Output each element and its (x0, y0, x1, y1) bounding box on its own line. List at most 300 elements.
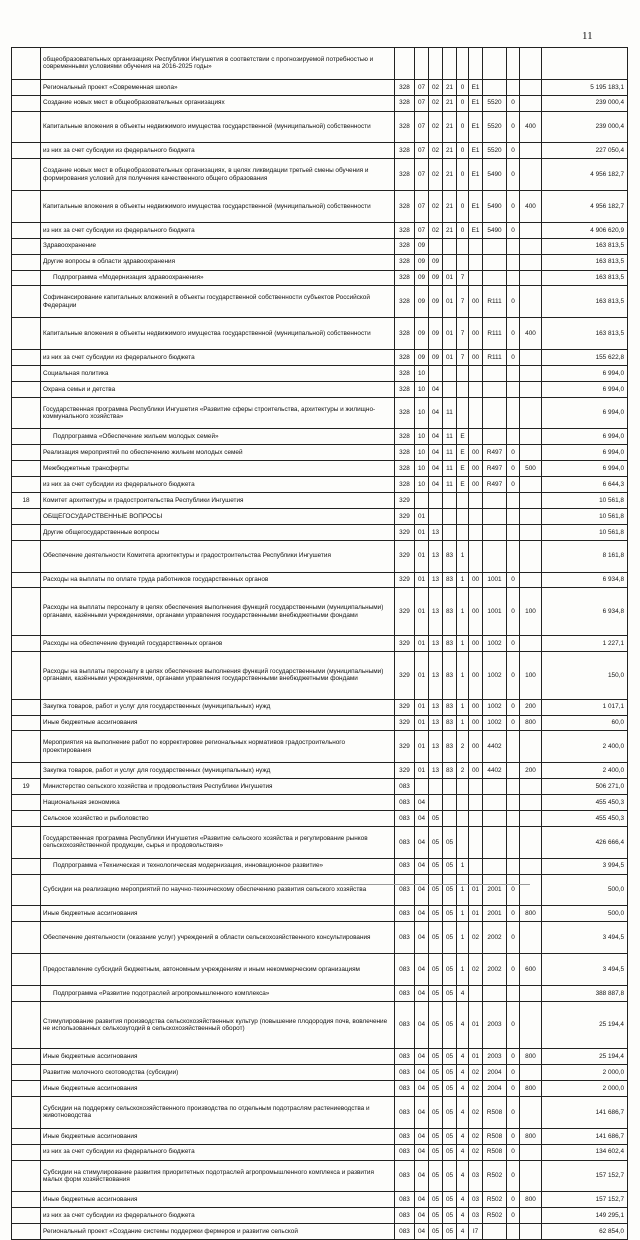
table-row (12, 779, 628, 795)
row-number (12, 365, 41, 381)
subprogram-code: 4 (457, 1001, 469, 1049)
direction-suffix: 0 (507, 111, 520, 143)
program-code: 83 (443, 540, 457, 572)
row-number (12, 508, 41, 524)
table-row (12, 1192, 628, 1208)
main-event-code: E1 (469, 79, 483, 95)
direction-suffix (507, 365, 520, 381)
table-row (12, 588, 628, 636)
row-number (12, 731, 41, 763)
direction-code (483, 810, 507, 826)
expense-type-code (520, 874, 542, 906)
direction-code (483, 397, 507, 429)
program-code: 83 (443, 731, 457, 763)
table-row (12, 1049, 628, 1065)
program-code: 11 (443, 429, 457, 445)
section-code: 04 (415, 1049, 429, 1065)
direction-code: 5490 (483, 159, 507, 191)
amount: 60,0 (542, 715, 628, 731)
expense-type-code: 800 (520, 1049, 542, 1065)
row-name: Межбюджетные трансферты (41, 461, 395, 477)
direction-code (483, 365, 507, 381)
subsection-code: 05 (429, 1065, 443, 1081)
row-name: Реализация мероприятий по обеспечению жильем молодых семей (41, 445, 395, 461)
section-code: 04 (415, 826, 429, 858)
table-row (12, 1160, 628, 1192)
subsection-code: 05 (429, 1049, 443, 1065)
section-code: 01 (415, 699, 429, 715)
expense-type-code (520, 1160, 542, 1192)
main-event-code: 01 (469, 1049, 483, 1065)
expense-type-code (520, 826, 542, 858)
row-name: Закупка товаров, работ и услуг для государственных (муниципальных) нужд (41, 699, 395, 715)
program-code (443, 508, 457, 524)
subsection-code: 05 (429, 985, 443, 1001)
ministry-code: 329 (395, 524, 415, 540)
expense-type-code (520, 540, 542, 572)
expense-type-code (520, 381, 542, 397)
subprogram-code: 4 (457, 1081, 469, 1097)
row-name: Комитет архитектуры и градостроительства Республики Ингушетия (41, 493, 395, 509)
row-name: Капитальные вложения в объекты недвижимого имущества государственной (муниципальной) собственности (41, 111, 395, 143)
table-row (12, 1208, 628, 1224)
direction-suffix: 0 (507, 1049, 520, 1065)
program-code: 05 (443, 1128, 457, 1144)
main-event-code: 02 (469, 922, 483, 954)
table-row (12, 48, 628, 80)
amount: 2 000,0 (542, 1081, 628, 1097)
expense-type-code: 100 (520, 651, 542, 699)
row-name: Субсидии на реализацию мероприятий по научно-техническому обеспечению развития сельского хозяйства (41, 874, 395, 906)
section-code: 04 (415, 906, 429, 922)
direction-code (483, 254, 507, 270)
subsection-code: 05 (429, 810, 443, 826)
amount: 10 561,8 (542, 508, 628, 524)
direction-suffix (507, 79, 520, 95)
table-row (12, 1224, 628, 1240)
direction-code: 2003 (483, 1001, 507, 1049)
ministry-code: 083 (395, 1208, 415, 1224)
ministry-code: 328 (395, 365, 415, 381)
expense-type-code (520, 397, 542, 429)
direction-code (483, 238, 507, 254)
subprogram-code: E (457, 429, 469, 445)
table-row (12, 477, 628, 493)
main-event-code: E1 (469, 222, 483, 238)
direction-suffix (507, 238, 520, 254)
subsection-code: 02 (429, 191, 443, 223)
main-event-code: 02 (469, 953, 483, 985)
program-code (443, 48, 457, 80)
direction-code: 5490 (483, 191, 507, 223)
direction-code: 5490 (483, 222, 507, 238)
expense-type-code (520, 48, 542, 80)
row-number (12, 906, 41, 922)
section-code: 04 (415, 874, 429, 906)
row-number (12, 1001, 41, 1049)
subprogram-code (457, 381, 469, 397)
program-code (443, 779, 457, 795)
section-code: 07 (415, 95, 429, 111)
program-code: 11 (443, 397, 457, 429)
program-code: 83 (443, 651, 457, 699)
direction-code (483, 826, 507, 858)
amount: 149 295,1 (542, 1208, 628, 1224)
main-event-code (469, 985, 483, 1001)
table-row (12, 159, 628, 191)
row-name: Охрана семьи и детства (41, 381, 395, 397)
row-name: Национальная экономика (41, 795, 395, 811)
subsection-code: 09 (429, 350, 443, 366)
row-name: из них за счет субсидии из федерального бюджета (41, 1208, 395, 1224)
table-row (12, 270, 628, 286)
table-row (12, 572, 628, 588)
program-code: 83 (443, 572, 457, 588)
amount: 1 017,1 (542, 699, 628, 715)
row-name: Иные бюджетные ассигнования (41, 906, 395, 922)
main-event-code (469, 429, 483, 445)
section-code: 04 (415, 795, 429, 811)
program-code: 05 (443, 985, 457, 1001)
subsection-code: 13 (429, 763, 443, 779)
ministry-code: 083 (395, 826, 415, 858)
expense-type-code (520, 79, 542, 95)
row-number (12, 1128, 41, 1144)
subprogram-code (457, 238, 469, 254)
section-code: 01 (415, 588, 429, 636)
expense-type-code (520, 985, 542, 1001)
ministry-code: 083 (395, 953, 415, 985)
main-event-code: 02 (469, 1081, 483, 1097)
main-event-code: 00 (469, 445, 483, 461)
program-code: 83 (443, 636, 457, 652)
row-number (12, 191, 41, 223)
main-event-code (469, 508, 483, 524)
expense-type-code (520, 143, 542, 159)
table-row (12, 111, 628, 143)
row-number (12, 922, 41, 954)
subsection-code: 09 (429, 286, 443, 318)
table-row (12, 508, 628, 524)
ministry-code: 083 (395, 1144, 415, 1160)
row-number (12, 254, 41, 270)
subprogram-code (457, 795, 469, 811)
row-number (12, 858, 41, 874)
table-row (12, 445, 628, 461)
main-event-code: E1 (469, 95, 483, 111)
row-number (12, 795, 41, 811)
main-event-code (469, 254, 483, 270)
subsection-code: 02 (429, 111, 443, 143)
program-code: 11 (443, 461, 457, 477)
expense-type-code: 800 (520, 1081, 542, 1097)
footer-divider (130, 884, 530, 885)
row-number (12, 540, 41, 572)
ministry-code: 328 (395, 286, 415, 318)
amount: 6 994,0 (542, 381, 628, 397)
ministry-code: 083 (395, 1097, 415, 1129)
subsection-code: 05 (429, 874, 443, 906)
ministry-code: 328 (395, 191, 415, 223)
section-code: 01 (415, 715, 429, 731)
main-event-code (469, 238, 483, 254)
row-number (12, 286, 41, 318)
ministry-code: 083 (395, 874, 415, 906)
ministry-code: 328 (395, 238, 415, 254)
section-code: 10 (415, 381, 429, 397)
subsection-code: 13 (429, 699, 443, 715)
ministry-code: 083 (395, 1224, 415, 1240)
table-row (12, 1097, 628, 1129)
ministry-code: 329 (395, 636, 415, 652)
subprogram-code: 1 (457, 636, 469, 652)
row-number (12, 874, 41, 906)
ministry-code: 328 (395, 397, 415, 429)
direction-suffix: 0 (507, 1160, 520, 1192)
expense-type-code: 800 (520, 1192, 542, 1208)
section-code: 09 (415, 318, 429, 350)
row-name: Государственная программа Республики Ингушетия «Развитие сельского хозяйства и регулирование рынков сельскохозяйственной продукции, сырья и продовольствия» (41, 826, 395, 858)
row-name: Обеспечение деятельности (оказание услуг) учреждений в области сельскохозяйственного консультирования (41, 922, 395, 954)
amount: 2 400,0 (542, 763, 628, 779)
program-code: 01 (443, 350, 457, 366)
ministry-code: 083 (395, 810, 415, 826)
section-code: 01 (415, 651, 429, 699)
program-code (443, 493, 457, 509)
subprogram-code: 4 (457, 1192, 469, 1208)
section-code: 07 (415, 191, 429, 223)
direction-suffix: 0 (507, 922, 520, 954)
direction-code: R502 (483, 1192, 507, 1208)
amount: 5 195 183,1 (542, 79, 628, 95)
program-code (443, 254, 457, 270)
expense-type-code: 200 (520, 763, 542, 779)
amount: 455 450,3 (542, 810, 628, 826)
row-name: Обеспечение деятельности Комитета архитектуры и градостроительства Республики Ингушетия (41, 540, 395, 572)
expense-type-code (520, 1065, 542, 1081)
main-event-code: 00 (469, 572, 483, 588)
main-event-code: 01 (469, 906, 483, 922)
direction-code: R497 (483, 477, 507, 493)
subprogram-code: 4 (457, 1144, 469, 1160)
program-code: 05 (443, 1160, 457, 1192)
subsection-code: 05 (429, 1144, 443, 1160)
direction-code: 5520 (483, 143, 507, 159)
direction-code (483, 524, 507, 540)
amount: 239 000,4 (542, 95, 628, 111)
subprogram-code: 1 (457, 715, 469, 731)
row-name: Социальная политика (41, 365, 395, 381)
subprogram-code: 4 (457, 1224, 469, 1240)
subsection-code: 05 (429, 922, 443, 954)
main-event-code: 02 (469, 1097, 483, 1129)
subsection-code: 05 (429, 1160, 443, 1192)
section-code: 04 (415, 810, 429, 826)
subprogram-code (457, 254, 469, 270)
subsection-code: 05 (429, 906, 443, 922)
ministry-code: 329 (395, 699, 415, 715)
direction-code: R111 (483, 350, 507, 366)
direction-code: 2001 (483, 874, 507, 906)
amount: 6 994,0 (542, 365, 628, 381)
expense-type-code (520, 238, 542, 254)
ministry-code: 329 (395, 763, 415, 779)
table-row (12, 238, 628, 254)
direction-code (483, 795, 507, 811)
subprogram-code: 2 (457, 763, 469, 779)
row-number (12, 350, 41, 366)
table-row (12, 191, 628, 223)
program-code: 11 (443, 477, 457, 493)
main-event-code: 01 (469, 1001, 483, 1049)
table-row (12, 636, 628, 652)
row-number (12, 1097, 41, 1129)
main-event-code: 00 (469, 651, 483, 699)
amount: 8 161,8 (542, 540, 628, 572)
subprogram-code: E (457, 461, 469, 477)
subprogram-code: 4 (457, 1097, 469, 1129)
row-name: из них за счет субсидии из федерального бюджета (41, 1144, 395, 1160)
table-body (12, 48, 628, 1240)
program-code: 01 (443, 318, 457, 350)
amount: 426 666,4 (542, 826, 628, 858)
main-event-code: I7 (469, 1224, 483, 1240)
amount: 163 813,5 (542, 318, 628, 350)
expense-type-code: 800 (520, 715, 542, 731)
amount: 6 934,8 (542, 588, 628, 636)
main-event-code: E1 (469, 143, 483, 159)
subprogram-code: 7 (457, 350, 469, 366)
table-row (12, 858, 628, 874)
row-number (12, 826, 41, 858)
row-number (12, 1192, 41, 1208)
direction-suffix (507, 763, 520, 779)
row-number (12, 222, 41, 238)
subsection-code: 05 (429, 1081, 443, 1097)
program-code: 05 (443, 826, 457, 858)
section-code: 07 (415, 159, 429, 191)
row-number (12, 588, 41, 636)
subsection-code: 02 (429, 95, 443, 111)
direction-code: 1001 (483, 588, 507, 636)
row-name: Капитальные вложения в объекты недвижимого имущества государственной (муниципальной) собственности (41, 318, 395, 350)
table-row (12, 1081, 628, 1097)
subprogram-code: 1 (457, 540, 469, 572)
direction-suffix: 0 (507, 191, 520, 223)
section-code: 07 (415, 143, 429, 159)
main-event-code: E1 (469, 191, 483, 223)
program-code: 21 (443, 191, 457, 223)
table-row (12, 222, 628, 238)
amount: 4 956 182,7 (542, 191, 628, 223)
program-code: 83 (443, 588, 457, 636)
expense-type-code (520, 159, 542, 191)
subprogram-code: 1 (457, 858, 469, 874)
main-event-code: 00 (469, 731, 483, 763)
ministry-code: 328 (395, 477, 415, 493)
expense-type-code: 500 (520, 461, 542, 477)
subsection-code: 05 (429, 1128, 443, 1144)
row-name: общеобразовательных организациях Республики Ингушетия в соответствии с прогнозируемой потребностью и современными условиями обучения на 2016-2025 годы» (41, 48, 395, 80)
subprogram-code: 4 (457, 1208, 469, 1224)
section-code (415, 779, 429, 795)
ministry-code: 328 (395, 254, 415, 270)
ministry-code: 328 (395, 79, 415, 95)
direction-suffix (507, 1224, 520, 1240)
expense-type-code (520, 445, 542, 461)
row-number (12, 715, 41, 731)
ministry-code: 329 (395, 715, 415, 731)
direction-suffix: 0 (507, 636, 520, 652)
subprogram-code: 4 (457, 1128, 469, 1144)
direction-suffix (507, 270, 520, 286)
subprogram-code: 0 (457, 222, 469, 238)
row-number (12, 445, 41, 461)
ministry-code: 329 (395, 508, 415, 524)
subsection-code: 05 (429, 1001, 443, 1049)
section-code: 07 (415, 222, 429, 238)
section-code: 04 (415, 1160, 429, 1192)
ministry-code: 329 (395, 493, 415, 509)
main-event-code: 03 (469, 1160, 483, 1192)
row-name: Создание новых мест в общеобразовательных организациях (41, 95, 395, 111)
direction-suffix: 0 (507, 461, 520, 477)
direction-code: 1002 (483, 699, 507, 715)
program-code: 05 (443, 1081, 457, 1097)
ministry-code: 328 (395, 461, 415, 477)
direction-code: R508 (483, 1144, 507, 1160)
direction-code: 2002 (483, 953, 507, 985)
direction-code (483, 540, 507, 572)
section-code: 04 (415, 1224, 429, 1240)
subprogram-code (457, 365, 469, 381)
row-name: Министерство сельского хозяйства и продовольствия Республики Ингушетия (41, 779, 395, 795)
expense-type-code (520, 636, 542, 652)
program-code: 05 (443, 922, 457, 954)
section-code: 10 (415, 445, 429, 461)
expense-type-code (520, 95, 542, 111)
subsection-code (429, 779, 443, 795)
direction-suffix: 0 (507, 1081, 520, 1097)
table-row (12, 286, 628, 318)
amount: 2 400,0 (542, 731, 628, 763)
subprogram-code: 4 (457, 1065, 469, 1081)
expense-type-code (520, 508, 542, 524)
row-name: Подпрограмма «Техническая и технологическая модернизация, инновационное развитие» (41, 858, 395, 874)
direction-suffix (507, 779, 520, 795)
direction-suffix: 0 (507, 588, 520, 636)
amount: 163 813,5 (542, 286, 628, 318)
table-row (12, 795, 628, 811)
section-code (415, 493, 429, 509)
ministry-code: 329 (395, 572, 415, 588)
direction-suffix (507, 397, 520, 429)
row-number (12, 397, 41, 429)
amount: 500,0 (542, 906, 628, 922)
amount: 4 956 182,7 (542, 159, 628, 191)
main-event-code (469, 858, 483, 874)
table-row (12, 810, 628, 826)
section-code: 07 (415, 79, 429, 95)
main-event-code (469, 779, 483, 795)
main-event-code (469, 381, 483, 397)
expense-type-code (520, 493, 542, 509)
row-name: Софинансирование капитальных вложений в объекты государственной собственности субъектов Российской Федерации (41, 286, 395, 318)
section-code: 04 (415, 1208, 429, 1224)
expense-type-code (520, 350, 542, 366)
main-event-code: 02 (469, 1144, 483, 1160)
row-number (12, 318, 41, 350)
